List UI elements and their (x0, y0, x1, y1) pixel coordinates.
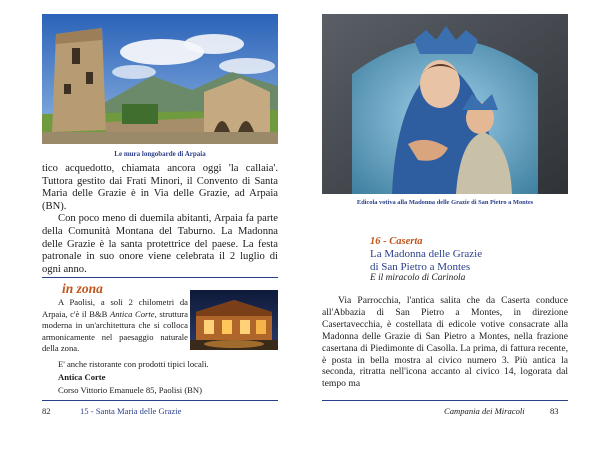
section-subtitle: E il miracolo di Carinola (370, 273, 466, 283)
right-page (300, 0, 600, 450)
in-zona-heading: in zona (62, 281, 103, 296)
paragraph: Via Parrocchia, l'antica salita che da Caserta conduce all'Abbazia di San Pietro a Montes, in direzione Casertavecchia, è costellata di edicole votive consacrate alla Madonna delle Grazie di San Pietro a Montes, nella frazione casertana di Piedimonte di Casolla. La prima, di fattura recente, è posta in bella mostra al civico numero 3. Più antica la seconda, ritratta nell'icona accanto al civico 14, logorata dal tempo ma (322, 295, 568, 390)
in-zona-text (42, 297, 188, 355)
body-text (322, 295, 568, 390)
section-title-line: La Madonna delle Grazie (370, 248, 483, 260)
page-number: 82 (42, 406, 51, 416)
bnb-address: Corso Vittorio Emanuele 85, Paolisi (BN) (58, 385, 202, 395)
footer-rule (322, 400, 568, 401)
section-title (370, 248, 570, 273)
paragraph: Con poco meno di duemila abitanti, Arpaia fa parte della Comunità Montana del Taburno. La Madonna delle Grazie è la santa protettrice del paese. La festa patronale in suo onore viene celebrata il 2 luglio di ogni anno. (42, 213, 278, 275)
bnb-name-inline: Antica Corte (110, 308, 155, 319)
in-zona-text-end: , struttura moderna in un'architettura che si colloca armonicamente nel paesaggio naturale della zona. (42, 308, 188, 354)
bnb-name: Antica Corte (58, 372, 106, 382)
book-title: Campania dei Miracoli (444, 406, 525, 416)
in-zona-text-start: A Paolisi, a soli 2 chilometri da Arpaia, c'è il B&B (42, 297, 188, 319)
in-zona-extra: E' anche ristorante con prodotti tipici locali. (58, 359, 209, 369)
chapter-title: 15 - Santa Maria delle Grazie (80, 406, 182, 416)
section-number: 16 - Caserta (370, 236, 423, 247)
page-number: 83 (550, 406, 559, 416)
antica-corte-photo (190, 290, 278, 350)
footer-rule (42, 400, 278, 401)
madonna-icon-photo (322, 14, 568, 194)
section-divider (42, 277, 278, 278)
body-text (42, 163, 278, 276)
photo-caption: Edicola votiva alla Madonna delle Grazie di San Pietro a Montes (356, 199, 534, 206)
arpaia-walls-photo (42, 14, 278, 144)
section-title-line: di San Pietro a Montes (370, 260, 471, 273)
photo-caption: Le mura longobarde di Arpaia (114, 150, 206, 158)
paragraph: tico acquedotto, chiamata ancora oggi 'la callaia'. Tuttora gestito dai Frati Minori, il Convento di Santa Maria delle Grazie è in Via delle Grazie, ad Arpaia (BN). (42, 163, 278, 212)
